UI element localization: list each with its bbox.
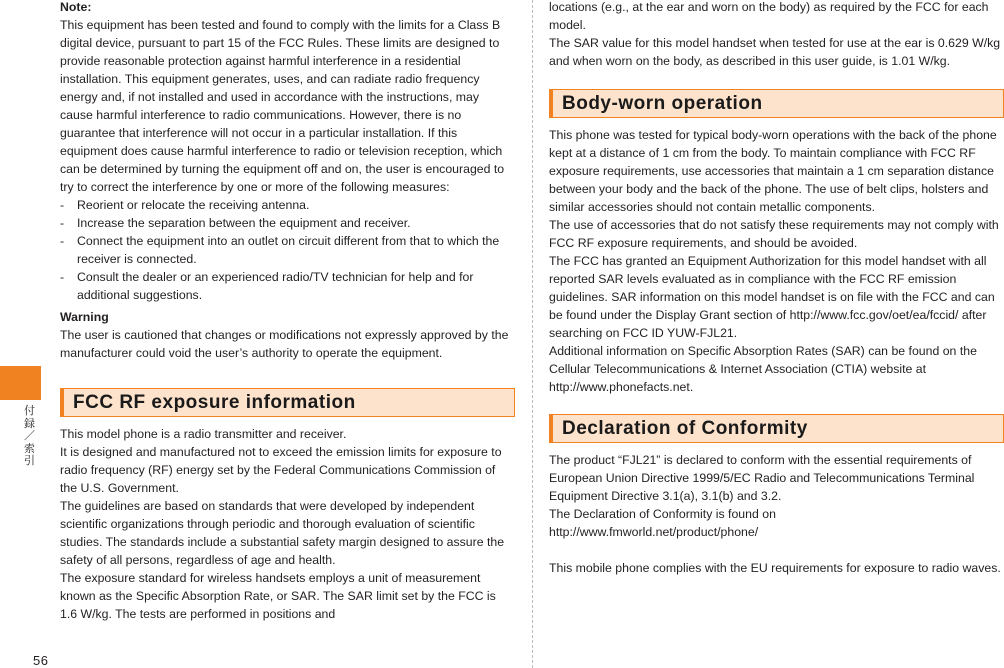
measure-dash: - (60, 234, 65, 248)
measure-text: Connect the equipment into an outlet on circuit different from that to which the receiver is connected. (77, 234, 500, 266)
chapter-tab (0, 366, 41, 400)
fcc-paragraph: The guidelines are based on standards that were developed by independent scientific organizations through periodic and thorough evaluation of scientific studies. The standards include a substantial safety margin designed to assure the safety of all persons, regardless of age and health. (60, 499, 505, 567)
measure-text: Reorient or relocate the receiving antenna. (77, 198, 310, 212)
body-worn-operation-header: Body-worn operation (549, 89, 1004, 118)
declaration-of-conformity-header: Declaration of Conformity (549, 414, 1004, 443)
declaration-paragraph: The product “FJL21” is declared to conform with the essential requirements of European Union Directive 1999/5/EC Radio and Telecommunications Terminal Equipment Directive 3.1(a), 3.1(b) and 3.2. (549, 453, 975, 503)
fcc-paragraph: This model phone is a radio transmitter and receiver. (60, 427, 347, 441)
right-column (549, 0, 1004, 577)
body-worn-paragraph: This phone was tested for typical body-worn operations with the back of the phone kept at a distance of 1 cm from the body. To maintain compliance with FCC RF exposure requirements, use accessories that maintain a 1 cm separation distance between your body and the back of the phone. The use of belt clips, holsters and similar accessories should not contain metallic components. (549, 128, 997, 214)
column-divider (532, 0, 533, 668)
left-column (60, 0, 515, 623)
warning-body: The user is cautioned that changes or modifications not expressly approved by the manufacturer could void the user’s authority to operate the equipment. (60, 328, 509, 360)
sar-value-paragraph: The SAR value for this model handset when tested for use at the ear is 0.629 W/kg and when worn on the body, as described in this user guide, is 1.01 W/kg. (549, 36, 1001, 68)
sar-continuation: locations (e.g., at the ear and worn on the body) as required by the FCC for each model. (549, 0, 989, 32)
page-number: 56 (33, 653, 49, 668)
fcc-paragraph: It is designed and manufactured not to exceed the emission limits for exposure to radio frequency (RF) energy set by the Federal Communications Commission of the U.S. Government. (60, 445, 502, 495)
body-worn-paragraph: The FCC has granted an Equipment Authorization for this model handset with all reported SAR levels evaluated as in compliance with the FCC RF emission guidelines. SAR information on this model handset is on file with the FCC and can be found under the Display Grant section of http://www.fcc.gov/oet/ea/fccid/ after searching on FCC ID YUW-FJL21. (549, 254, 995, 340)
note-title: Note: (60, 0, 92, 14)
spacer (549, 541, 1004, 559)
measure-dash: - (60, 216, 65, 230)
measure-item (60, 196, 515, 214)
measures-list (60, 196, 515, 304)
body-worn-paragraph: The use of accessories that do not satisfy these requirements may not comply with FCC RF exposure requirements, and should be avoided. (549, 218, 999, 250)
eu-statement: This mobile phone complies with the EU requirements for exposure to radio waves. (549, 561, 1001, 575)
note-body: This equipment has been tested and found to comply with the limits for a Class B digital device, pursuant to part 15 of the FCC Rules. These limits are designed to provide reasonable protection against harmful interference in a residential installation. This equipment generates, uses, and can radiate radio frequency energy and, if not installed and used in accordance with the instructions, may cause harmful interference to radio communications. However, there is no guarantee that interference will not occur in a particular installation. If this equipment does cause harmful interference to radio or television reception, which can be determined by turning the equipment off and on, the user is encouraged to try to correct the interference by one or more of the following measures: (60, 18, 505, 194)
warning-title: Warning (60, 310, 109, 324)
measure-text: Increase the separation between the equipment and receiver. (77, 216, 411, 230)
body-worn-paragraph: Additional information on Specific Absorption Rates (SAR) can be found on the Cellular Telecommunications & Internet Association (CTIA) website at http://www.phonefacts.net. (549, 344, 977, 394)
measure-item (60, 232, 515, 268)
chapter-label: 付録／索引 (24, 405, 35, 467)
fcc-paragraph: The exposure standard for wireless handsets employs a unit of measurement known as the Specific Absorption Rate, or SAR. The SAR limit set by the FCC is 1.6 W/kg. The tests are performed in positions and (60, 571, 496, 621)
measure-text: Consult the dealer or an experienced radio/TV technician for help and for additional suggestions. (77, 270, 474, 302)
measure-dash: - (60, 270, 65, 284)
measure-dash: - (60, 198, 65, 212)
measure-item (60, 214, 515, 232)
measure-item (60, 268, 515, 304)
declaration-url: http://www.fmworld.net/product/phone/ (549, 525, 759, 539)
declaration-paragraph: The Declaration of Conformity is found on (549, 507, 776, 521)
fcc-rf-exposure-header: FCC RF exposure information (60, 388, 515, 417)
